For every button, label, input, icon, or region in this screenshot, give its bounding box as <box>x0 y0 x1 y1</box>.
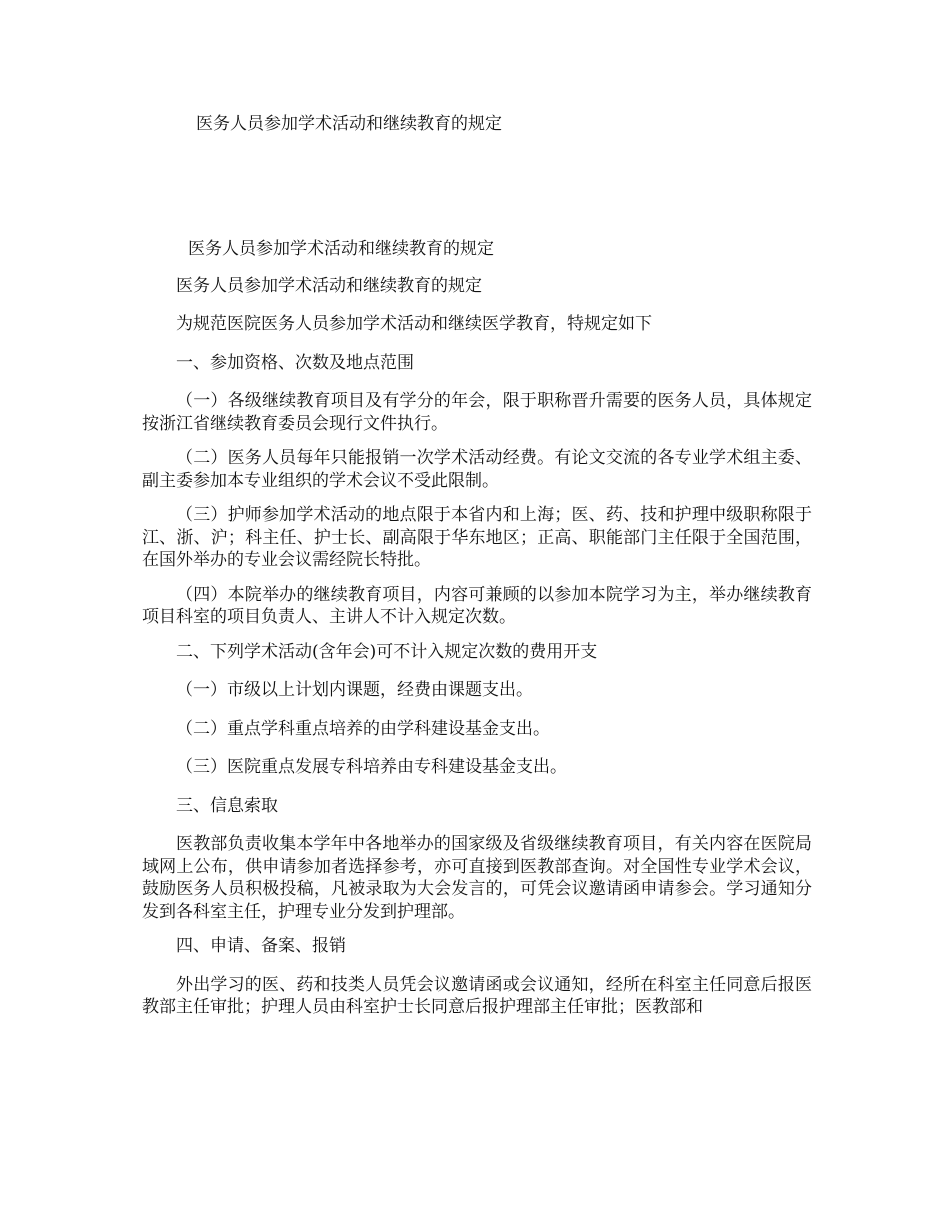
document-body <box>142 238 812 1031</box>
section-heading-2: 二、下列学术活动(含年会)可不计入规定次数的费用开支 <box>176 641 598 662</box>
section-heading-4: 四、申请、备案、报销 <box>176 936 346 956</box>
section-heading-1: 一、参加资格、次数及地点范围 <box>176 352 414 373</box>
body-subtitle: 医务人员参加学术活动和继续教育的规定 <box>176 275 482 296</box>
clause-2-2: （二）重点学科重点培养的由学科建设基金支出。 <box>176 718 550 739</box>
intro-paragraph: 为规范医院医务人员参加学术活动和继续医学教育，特规定如下 <box>176 314 652 334</box>
clause-1-1: （一）各级继续教育项目及有学分的年会，限于职称晋升需要的医务人员，具体规定按浙江省继续教育委员会现行文件执行。 <box>142 391 812 434</box>
section-3-paragraph: 医教部负责收集本学年中各地举办的国家级及省级继续教育项目，有关内容在医院局域网上公布，供申请参加者选择参考，亦可直接到医教部查询。对全国性专业学术会议，鼓励医务人员积极投稿，凡被录取为大会发言的，可凭会议邀请函申请参会。学习通知分发到各科室主任，护理专业分发到护理部。 <box>142 834 812 922</box>
clause-1-2: （二）医务人员每年只能报销一次学术活动经费。有论文交流的各专业学术组主委、副主委参加本专业组织的学术会议不受此限制。 <box>142 448 812 491</box>
clause-1-3: （三）护师参加学术活动的地点限于本省内和上海；医、药、技和护理中级职称限于江、浙、沪；科主任、护士长、副高限于华东地区；正高、职能部门主任限于全国范围，在国外举办的专业会议需经院长特批。 <box>142 505 812 570</box>
section-4-paragraph: 外出学习的医、药和技类人员凭会议邀请函或会议通知，经所在科室主任同意后报医教部主任审批；护理人员由科室护士长同意后报护理部主任审批；医教部和 <box>142 974 812 1017</box>
section-heading-3: 三、信息索取 <box>176 795 278 816</box>
document-title: 医务人员参加学术活动和继续教育的规定 <box>196 114 502 134</box>
clause-2-3: （三）医院重点发展专科培养由专科建设基金支出。 <box>176 757 567 777</box>
clause-1-4: （四）本院举办的继续教育项目，内容可兼顾的以参加本院学习为主，举办继续教育项目科室的项目负责人、主讲人不计入规定次数。 <box>142 584 812 627</box>
clause-2-1: （一）市级以上计划内课题，经费由课题支出。 <box>176 680 533 700</box>
body-title: 医务人员参加学术活动和继续教育的规定 <box>188 239 494 259</box>
